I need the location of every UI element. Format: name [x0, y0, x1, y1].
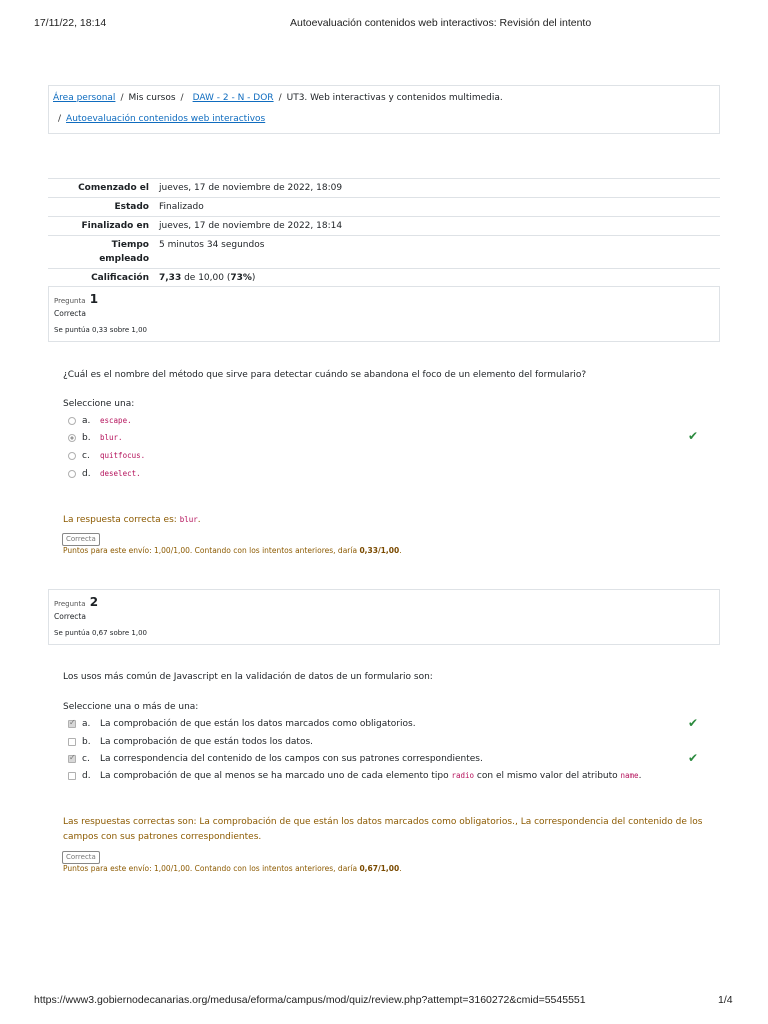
correct-check-icon: ✔: [688, 751, 699, 765]
question-1-feedback: [63, 512, 703, 528]
option-letter: c.: [82, 754, 90, 764]
q2-checkbox-b[interactable]: [68, 738, 76, 746]
option-letter: d.: [82, 771, 91, 781]
breadcrumb-courses: Mis cursos: [128, 93, 176, 103]
print-datetime: 17/11/22, 18:14: [34, 17, 107, 29]
started-value: jueves, 17 de noviembre de 2022, 18:09: [154, 179, 720, 198]
points-prefix: Puntos para este envío: 1,00/1,00. Contando con los intentos anteriores, daría: [63, 864, 360, 873]
question-1-points: [63, 546, 402, 555]
question-1-label: [54, 292, 98, 306]
option-text: La comprobación de que al menos se ha marcado uno de cada elemento tipo: [100, 771, 452, 781]
print-title: Autoevaluación contenidos web interactivos: Revisión del intento: [290, 17, 592, 29]
q1-radio-c[interactable]: [68, 452, 76, 460]
summary-row-time: [48, 236, 720, 269]
option-text-2: con el mismo valor del atributo: [474, 771, 621, 781]
question-label-text: Pregunta: [54, 297, 86, 305]
q2-checkbox-c[interactable]: [68, 755, 76, 763]
question-number: 1: [89, 292, 99, 306]
grade-mid: de 10,00 (: [181, 273, 231, 283]
grade-end: ): [251, 273, 256, 283]
breadcrumb: Área personal / Mis cursos / DAW - 2 - N - DOR / UT3. Web interactivas y contenidos multimedia. / Autoevaluación contenidos web interactivos: [48, 85, 720, 134]
feedback-code: blur: [179, 515, 198, 524]
state-label: Estado: [48, 198, 154, 217]
question-1-text: ¿Cuál es el nombre del método que sirve para detectar cuándo se abandona el foco de un elemento del formulario?: [63, 370, 587, 380]
feedback-suffix: .: [197, 515, 201, 525]
finished-value: jueves, 17 de noviembre de 2022, 18:14: [154, 217, 720, 236]
option-letter: a.: [82, 719, 91, 729]
question-label-text: Pregunta: [54, 600, 86, 608]
grade-value: [154, 269, 720, 288]
q1-option-a: [68, 416, 132, 426]
question-2-grade: Se puntúa 0,67 sobre 1,00: [54, 629, 148, 637]
question-2-label: [54, 595, 98, 609]
q2-checkbox-a[interactable]: [68, 720, 76, 728]
finished-label: Finalizado en: [48, 217, 154, 236]
breadcrumb-unit: UT3. Web interactivas y contenidos multimedia.: [286, 93, 503, 103]
points-value: 0,33/1,00: [359, 546, 400, 555]
question-2-text: Los usos más común de Javascript en la validación de datos de un formulario son:: [63, 672, 433, 682]
summary-row-started: [48, 179, 720, 198]
option-letter: b.: [82, 737, 91, 747]
grade-score: 7,33: [159, 273, 182, 283]
state-value: Finalizado: [154, 198, 720, 217]
time-label-line1: Tiempo: [111, 240, 149, 250]
points-prefix: Puntos para este envío: 1,00/1,00. Contando con los intentos anteriores, daría: [63, 546, 360, 555]
grade-label: Calificación: [48, 269, 154, 288]
question-1-badge: Correcta: [62, 533, 100, 546]
correct-check-icon: ✔: [688, 429, 699, 443]
attempt-summary: [48, 178, 720, 288]
points-value: 0,67/1,00: [359, 864, 400, 873]
question-number: 2: [89, 595, 99, 609]
print-page-number: 1/4: [718, 994, 733, 1006]
q1-option-c: [68, 451, 145, 461]
question-2-feedback: Las respuestas correctas son: La comprobación de que están los datos marcados como obligatorios., La correspondencia del contenido de los campos con sus patrones correspondientes.: [63, 817, 703, 842]
q2-option-a: [68, 719, 416, 729]
q1-radio-d[interactable]: [68, 470, 76, 478]
question-2-points: [63, 864, 402, 873]
option-text: quitfocus.: [100, 451, 146, 460]
option-text: blur.: [100, 433, 123, 442]
question-2-state: Correcta: [54, 612, 86, 621]
option-text: La comprobación de que están los datos marcados como obligatorios.: [100, 719, 416, 729]
question-2-badge: Correcta: [62, 851, 100, 864]
question-1-grade: Se puntúa 0,33 sobre 1,00: [54, 326, 148, 334]
question-2-info: [48, 589, 720, 645]
time-value: 5 minutos 34 segundos: [154, 236, 720, 269]
option-text: La comprobación de que están todos los datos.: [100, 737, 314, 747]
q1-option-d: [68, 469, 141, 479]
points-suffix: .: [399, 864, 402, 873]
option-letter: d.: [82, 469, 91, 479]
option-letter: a.: [82, 416, 91, 426]
question-2-prompt: Seleccione una o más de una:: [63, 702, 199, 712]
grade-percent: 73%: [230, 273, 252, 283]
breadcrumb-quiz-link[interactable]: Autoevaluación contenidos web interactivos: [66, 114, 266, 124]
q2-option-d: [68, 771, 641, 781]
correct-check-icon: ✔: [688, 716, 699, 730]
summary-row-grade: [48, 269, 720, 288]
breadcrumb-course-link[interactable]: DAW - 2 - N - DOR: [192, 93, 274, 103]
question-1-prompt: Seleccione una:: [63, 399, 135, 409]
option-text-3: .: [638, 771, 642, 781]
print-url: https://www3.gobiernodecanarias.org/medusa/eforma/campus/mod/quiz/review.php?attempt=3160272&cmid=5545551: [34, 994, 586, 1006]
option-code-name: name: [620, 771, 639, 780]
option-letter: b.: [82, 433, 91, 443]
question-1-state: Correcta: [54, 309, 86, 318]
started-label: Comenzado el: [48, 179, 154, 198]
option-code-radio: radio: [451, 771, 475, 780]
points-suffix: .: [399, 546, 402, 555]
option-text: La correspondencia del contenido de los campos con sus patrones correspondientes.: [100, 754, 483, 764]
time-label: [48, 236, 154, 269]
q1-radio-b[interactable]: [68, 434, 76, 442]
q2-checkbox-d[interactable]: [68, 772, 76, 780]
q2-option-b: [68, 737, 313, 747]
question-1-info: [48, 286, 720, 342]
breadcrumb-area-link[interactable]: Área personal: [53, 93, 116, 103]
feedback-prefix: La respuesta correcta es:: [63, 515, 180, 525]
time-label-line2: empleado: [99, 254, 149, 264]
option-text: escape.: [100, 416, 132, 425]
q2-option-c: [68, 754, 483, 764]
summary-row-finished: [48, 217, 720, 236]
q1-radio-a[interactable]: [68, 417, 76, 425]
option-letter: c.: [82, 451, 90, 461]
summary-row-state: [48, 198, 720, 217]
q1-option-b: [68, 433, 123, 443]
option-text: deselect.: [100, 469, 141, 478]
